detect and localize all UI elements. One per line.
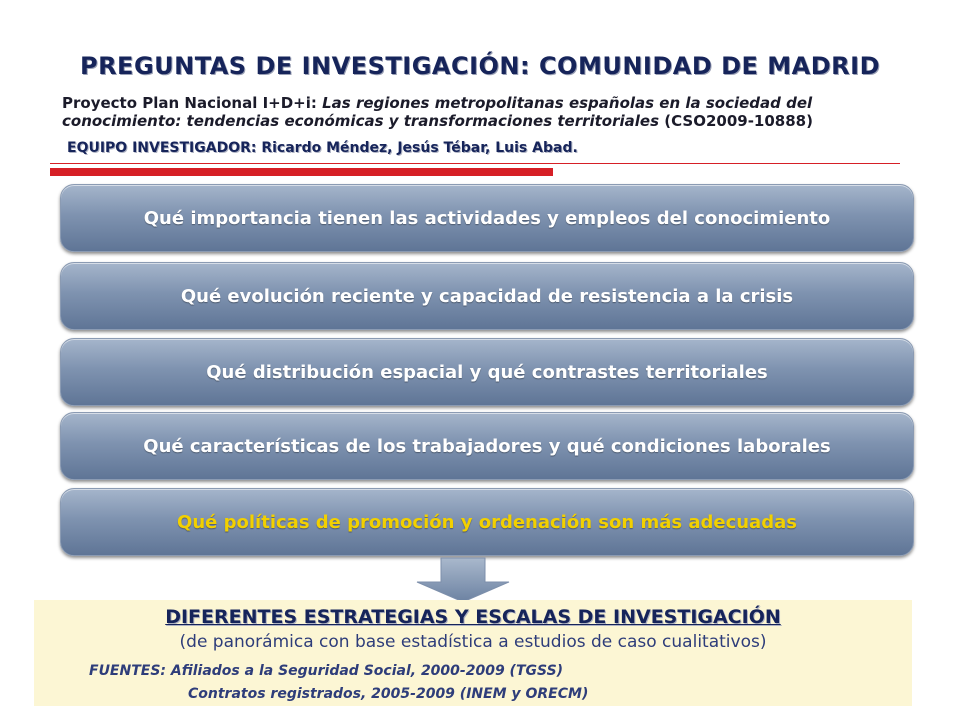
project-title: Las regiones metropolitanas españolas en la sociedad del conocimiento: tendencias económicas y transformaciones territoriales (62, 94, 813, 130)
question-label: Qué importancia tienen las actividades y empleos del conocimiento (143, 207, 831, 229)
question-bar-4 (60, 412, 914, 480)
down-arrow-icon (413, 556, 513, 604)
project-code: (CSO2009-10888) (659, 112, 813, 130)
strategies-title: DIFERENTES ESTRATEGIAS Y ESCALAS DE INVESTIGACIÓN (165, 606, 781, 628)
question-label: Qué políticas de promoción y ordenación son más adecuadas (177, 511, 797, 533)
sources-line-1: FUENTES: Afiliados a la Seguridad Social, 2000-2009 (TGSS) (89, 663, 564, 679)
project-description (62, 94, 922, 130)
question-label: Qué evolución reciente y capacidad de resistencia a la crisis (180, 285, 794, 307)
page-title: PREGUNTAS DE INVESTIGACIÓN: COMUNIDAD DE MADRID (79, 52, 881, 80)
divider-line (50, 163, 900, 164)
sources-line-2: Contratos registrados, 2005-2009 (INEM y ORECM) (188, 686, 589, 702)
question-bar-5 (60, 488, 914, 556)
question-label: Qué características de los trabajadores y qué condiciones laborales (143, 435, 831, 457)
divider-bar (50, 168, 553, 176)
question-label: Qué distribución espacial y qué contrastes territoriales (206, 361, 768, 383)
research-team: EQUIPO INVESTIGADOR: Ricardo Méndez, Jesús Tébar, Luis Abad. (67, 140, 578, 156)
project-prefix: Proyecto Plan Nacional I+D+i: (62, 94, 323, 112)
strategies-box (34, 600, 912, 706)
question-bar-1 (60, 184, 914, 252)
question-bar-3 (60, 338, 914, 406)
question-bar-2 (60, 262, 914, 330)
strategies-subtitle: (de panorámica con base estadística a estudios de caso cualitativos) (179, 632, 767, 652)
